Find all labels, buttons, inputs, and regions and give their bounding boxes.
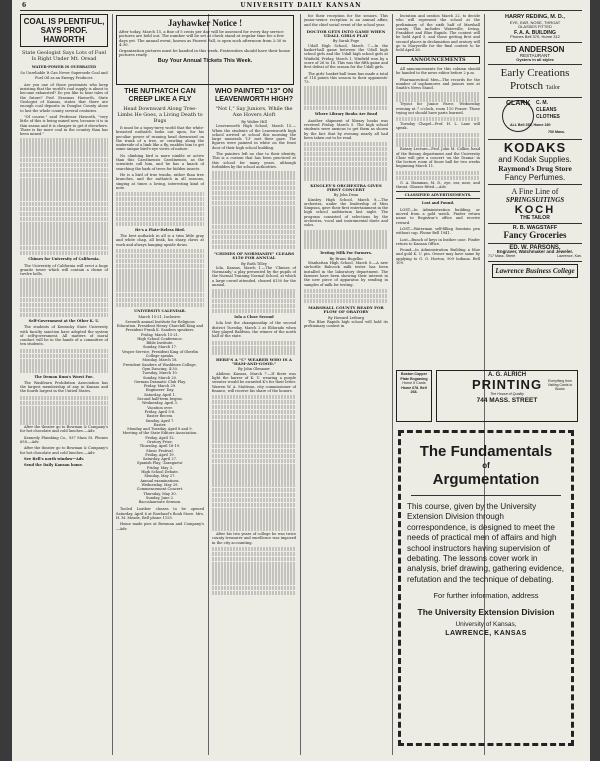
argumentation-univ: University of Kansas, xyxy=(455,621,517,629)
article-text: No climbing bird is more nimble or active than this Carolinensis Carolinensis, as the scientists call him, and he has a knack of searching the bark of trees for hidden insects. xyxy=(116,153,204,171)
column-6-ads xyxy=(488,14,582,384)
column-rule xyxy=(392,14,393,755)
article-text: All announcements for this column should be handed to the news editor before 2 p.m. xyxy=(396,66,480,76)
article-text: The best nuthatch in all is a trim little gray and white chap, all beak, his sharp claws at work and always hanging upside down. xyxy=(116,234,204,247)
calendar-entry: Friday, May 3. xyxy=(146,465,174,470)
calendar-entry: Friday, April 5-6. xyxy=(144,409,176,414)
coal-deck: So Unreliable It Can Never Supersede Coal and Fuel Oil as an Energy Producer. xyxy=(20,71,108,80)
article-heading: Self-Government at the Other K. U. xyxy=(28,318,100,323)
fine-line: A Fine Line of xyxy=(511,187,559,197)
calendar-entry: Baccalaureate Sermon. xyxy=(138,500,182,505)
calendar-entry: Meeting of the State Editors Association. xyxy=(122,431,198,436)
byline: By Ruth Tilley xyxy=(241,261,267,266)
small-ad: Send the Daily Kansan home. xyxy=(24,463,84,468)
jayhawker-body: After today, March 15, a fine of 5 cents per day will be assessed for every day service pictures are held out. The number will be set at check stand at regular time for a few days yet. The annual event, known as Fineest Fall, is open such afternoon from 2:30 to 4:30. xyxy=(119,29,287,48)
calendar-entry: Friday, April 12. xyxy=(145,435,175,440)
koch-tag: THE TAILOR xyxy=(520,215,550,222)
clark-l2: C. M. xyxy=(536,100,548,107)
alrich-name: A. G. ALRICH xyxy=(487,372,527,378)
byline: By Sarah Poge xyxy=(332,39,360,44)
column-rule xyxy=(300,14,301,755)
calendar-entry: Sunday, March 17. xyxy=(142,345,178,350)
article-text: Iola, Kansas, March 1.—The 'Chimes of Normandy,' a play presented by the pupils of the Normal Training Normal School, at which a large crowd attended, cleared $150 for the annual. xyxy=(212,265,296,287)
calendar-entry: Seventh annual Institute for Religious Education. President Henry Churchill King and President Frank K. Sanders speakers. xyxy=(116,319,204,333)
small-ad: After the theater go to Bowman & Company's for hot chocolate and cold lunches.—Adv. xyxy=(20,446,108,455)
protsch-name: Protsch xyxy=(510,80,543,93)
article-text: After his two years of college he was twice county treasurer and excellence was imposed in the city accounting. xyxy=(212,532,296,545)
small-ad: After the theater go to Bowman & Company's for hot chocolate and cold lunches.—Adv. xyxy=(20,425,108,434)
calendar-entry: Second half-term begins. xyxy=(137,397,183,402)
article-text: Tryout for Junior Farce, Wednesday evening at 7 o'clock, room 110 Fraser. Those trying out should have parts learned. xyxy=(396,102,480,115)
parsons-name: ED. W. PARSONS, xyxy=(509,244,561,251)
article-text: for their reception for the seniors. This junior-senior reception is an annual affair, and the chief social event of the school year. xyxy=(304,14,388,27)
calendar-entry: Oratory Prize. xyxy=(147,439,173,444)
coal-headline: COAL IS PLENTIFUL, SAYS PROF. HAWORTH xyxy=(23,17,105,44)
article-text: It must be a topsy-turvy world that the white-breasted nuthatch looks out upon, for his peculiar power of running head downward on the trunk of a tree, or crawling along the underside of a limb like a fly, enables him to get some unique bird's-eye views of nature. xyxy=(116,126,204,152)
nuthatch-headline: THE NUTHATCH CAN CREEP LIKE A FLY xyxy=(124,88,196,103)
koch: KOCH xyxy=(514,204,556,217)
article-heading: The Demon Rum's Worst Foe. xyxy=(34,374,94,379)
argumentation-org: The University Extension Division xyxy=(417,607,555,618)
calendar-entry: Saturday, April 27. xyxy=(142,457,178,462)
copper-plate-line: Home 678. Bell 268. xyxy=(401,385,427,394)
article-text: Pharmaceutical Men—The records for the number of sophomores and juniors now at Smith's News Stand. xyxy=(396,77,480,91)
calendar-entry: Tuesday, March 19. xyxy=(142,371,178,376)
article-heading: MARSHALL COUNTY READY FOR FLOW OF ORATORY xyxy=(308,305,384,315)
article-text: The girls' basket-ball team has made a total of 114 points this season to their opponents' 73. xyxy=(304,71,388,85)
calendar-entry: Vesper Service, President King of Oberlin College speaks. xyxy=(122,349,198,359)
article-heading: He's a Plate-Iteless Bird. xyxy=(134,227,186,232)
article-text: G. A. Hamman, M. D., eye, ear, nose, and throat. Glasses fitted.—Adv. xyxy=(396,180,480,189)
calendar-entry: Music Festival. xyxy=(146,448,174,453)
early-creations: Early Creations xyxy=(500,67,570,80)
calendar-entry: Saturday, April 1. xyxy=(144,392,176,397)
calendar-entry: Sunday, April 7. xyxy=(145,418,175,423)
anderson-restaurant: RESTAURANT xyxy=(519,52,551,58)
article-text: Leavenworth High School, March 15.—When the students of the Leavenworth high school arrived at school this morning the large numerals '13' met their gaze. The figures were painted in white on the front door of their high school building. xyxy=(212,124,296,150)
calendar-entry: Sunday, June 2. xyxy=(145,495,175,500)
faa-phones: Phones Bell 370, Home 312 xyxy=(510,34,560,40)
column-2 xyxy=(116,88,204,754)
article-heading: HERE'S A "C" WEARER WHO IS A "HAM-AND-GOOD." xyxy=(215,356,293,367)
spring-suitings: SPRINGSUITINGS xyxy=(505,196,565,205)
clark-l6: 700 Mass. xyxy=(548,130,565,135)
small-ad: See Bell's north window—Adv. xyxy=(24,456,85,461)
nuthatch-subhead: Head Downward Along Tree-Limbs He Goes, a Living Death to Bugs xyxy=(117,106,203,124)
calendar-entry: High School Conference. xyxy=(137,336,183,341)
masthead xyxy=(12,2,590,9)
calendar-entry: Annual examinations. xyxy=(140,478,180,483)
article-text: Another shipment of library books was received Friday, March 5. The high school students were anxious to get them as shown by the fact that by evening nearly all had been taken out to be read. xyxy=(304,118,388,140)
column-rule xyxy=(112,14,113,755)
anderson-name: ED ANDERSON xyxy=(505,44,565,54)
classified-item: LOST—In Administration building, or moved from a gold watch. Finder return name to Registrar's office and receive reward. xyxy=(396,207,480,225)
calendar-entry: Thursday, May 30. xyxy=(143,491,177,496)
small-ad: Kennedy Plumbing Co., 937 Mass St. Phones 658.—Adv. xyxy=(20,435,108,445)
alrich-tag: Everything from Visiting Cards to Books xyxy=(547,379,573,391)
calendar-entry: Monday, March 18. xyxy=(142,358,178,363)
small-ad: Tooled Leather classes to be opened Saturday, April 6 at Rowland's Book Store. Mrs. H. M. Meade, Bell phone 1155. xyxy=(116,507,204,521)
article-heading: Iola a Close Second xyxy=(234,315,274,320)
copper-plate-ad xyxy=(396,370,432,422)
jayhawker-cta: Buy Your Annual Tickets This Week. xyxy=(157,58,253,65)
calendar-entry: Friday, March 15-21. xyxy=(140,332,180,337)
article-text: leoration and oration March 22, to decide who will represent the school at the preliminary of the sixth half of Marshall county. This includes Waterville, Irving, Frankfort and Blue Rapids. The contest will be held April 5, and those getting first and second places in declamation and oratory will go to Marysville for the final contest to be held April 26. xyxy=(396,14,480,53)
kodaks: KODAKS xyxy=(503,140,567,156)
article-text: The Blue Rapids high school will hold its preliminary contest in xyxy=(304,319,388,329)
protsch-tailor xyxy=(488,80,582,95)
column-1 xyxy=(20,14,108,754)
article-text: Rotary Lecture—Prof. John M. Collier, head of the Botany department and the University Choir will give a concert 'on the Drama' in the lecture room of Snow hall for two weeks beginning March 11. xyxy=(396,147,480,169)
fancy-groceries: Fancy Groceries xyxy=(503,229,567,240)
article-text: Udall High School, March 7.—In the basket-ball game between the Udall high school girls and the Udall high school girls at Winfield, Friday, March 1, Winfield won by a score of 26 to 16. This was the fifth game and first defeat of the season for the Udall girls. xyxy=(304,43,388,70)
column-rule xyxy=(208,14,209,755)
calendar-entry: March 15-21, Inclusive. xyxy=(138,315,182,320)
painted-headline: WHO PAINTED "13" ON LEAVENWORTH HIGH? xyxy=(214,88,294,103)
article-heading: Testing Milk For Farmers. xyxy=(319,250,373,255)
alrich-word: PRINTING xyxy=(471,377,543,392)
article-heading: Chimes for University of California. xyxy=(28,257,100,262)
protsch-tag: Tailor xyxy=(545,85,560,92)
byline: By Howard Letburg xyxy=(327,315,365,320)
masthead-title: UNIVERSITY DAILY KANSAN xyxy=(240,2,362,9)
announcements-heading: ANNOUNCEMENTS xyxy=(396,56,480,64)
page-number: 6 xyxy=(22,2,28,9)
classified-item: Found—In Administration Building a blue and gold K. U. pin. Owner may have same by applying to G. O. Horton, 909 Indiana. Bell 109. xyxy=(396,248,480,265)
column-4 xyxy=(304,14,388,434)
article-text: Abilene, Kansas, March 7.—If there was light the barrer of K. U. wearing a purple sweater would be awarded K's for their letter. Warren W. A. Mattison, city commissioner of finance, will receive his share of the honors. xyxy=(212,371,296,393)
alrich-sub: The House of Quality xyxy=(490,392,524,396)
calendar-entry: Friday, March 29. xyxy=(143,384,177,389)
reding-line: GLASSES FITTED xyxy=(518,23,552,29)
clark-l5: ALL Bell 255, Home 180 xyxy=(510,123,551,128)
clark-l1: CLARK xyxy=(506,100,531,108)
argumentation-ad xyxy=(398,430,574,746)
fancy-perfumes: Fancy Perfumes. xyxy=(504,173,566,183)
article-text: Kinsley High School, March 8.—The orchestra, under the leadership of Miss Simpson, gave their first entertainment in the high school auditorium last night. The program consisted of selections by the orchestra, vocal and instrumental duets and solos. xyxy=(304,197,388,228)
calendar-list xyxy=(116,315,204,504)
article-text: "Of course," said Professor Haworth, "very little of this is being mined now, because it is in thin seams and it is cheaper to get it elsewhere. There is far more coal in the country than has been mined." xyxy=(20,114,108,137)
calendar-entry: Easter. xyxy=(153,422,167,427)
reding-line: EYE, EAR, NOSE, THROAT xyxy=(509,19,561,25)
calendar-entry: Bible Institute. xyxy=(146,341,174,346)
article-heading: KINGLEY'S ORCHESTRA GIVES FIRST CONCERT xyxy=(310,182,382,192)
calendar-heading: UNIVERSITY CALENDAR. xyxy=(134,309,186,314)
article-text: He is a bird of true trunks, rather than tree branches, and the nuthatch in all seasons, singing at times a loving, interesting kind of note. xyxy=(116,172,204,190)
argumentation-info: For further information, address xyxy=(433,591,539,601)
calendar-entry: Thursday, April 18-19. xyxy=(139,444,181,449)
calendar-entry: Engineers' Day. xyxy=(145,388,175,393)
calendar-entry: Wednesday, May 29. xyxy=(141,482,179,487)
calendar-entry: Friday, April 19. xyxy=(145,452,175,457)
copper-plate-line: Horne 5 Cards xyxy=(402,381,426,385)
wagstaff: R. B. WAGSTAFF xyxy=(512,224,558,231)
raymond-drug: Raymond's Drug Store xyxy=(498,164,572,174)
article-text: The students of Kentucky State University with faculty sanction have adopted the system of self-government. All matters of moral conduct will be in the hands of a committee of ten students. xyxy=(20,325,108,347)
calendar-entry: High School Debate. xyxy=(141,470,179,475)
article-heading: Where Library Books Are Read xyxy=(314,112,378,117)
small-ad: Home made pies at Bowman and Company's—Adv. xyxy=(116,522,204,531)
article-text: Manhattan High School, March 8.—A new six-bottle Babcock milk tester has been installed in the laboratory department. The farmers have been showing their interest in the new piece of apparatus by sending in samples of milk for testing. xyxy=(304,261,388,287)
calendar-entry: Wednesday, April 3. xyxy=(142,401,178,406)
argumentation-body: This course, given by the University Extension Division through correspondence, is designed to meet the needs of practical men of affairs and high school instructors having supervision of debating. The lessons cover work in analysis, brief drawing, gathering evidence, refutation and the technique of debating. xyxy=(407,502,565,584)
article-heading: "CHIMES OF NORMANDY" CLEARS $150 FOR ANNUAL xyxy=(213,250,295,261)
jayhawker-notice xyxy=(116,15,294,85)
masthead-rule xyxy=(20,10,582,11)
classified-item: LOST—Waterman self-filling fountain pen without cap. Phone Bell 1941. xyxy=(396,226,480,236)
clark-ad xyxy=(488,100,582,138)
argumentation-content xyxy=(407,443,565,638)
argumentation-of: of xyxy=(482,461,490,470)
jayhawker-note: Organization pictures must be handed in this week. Fraternities should have their house pictures ready. xyxy=(119,47,291,58)
calendar-entry: Monday, May 27. xyxy=(144,474,176,479)
classified-heading: CLASSIFIED ADVERTISEMENTS. xyxy=(396,191,480,199)
faa-building: F. A. A. BUILDING xyxy=(514,30,556,37)
calendar-entry: Vacation over. xyxy=(147,405,173,410)
parsons-city: Lawrence, Kan. xyxy=(557,254,582,259)
article-text: Iola lost the championship of the second district Tuesday, March 2 at Eldorado when they played Baldwin, the winner of the north half of the state. xyxy=(212,321,296,339)
article-text: The painters left no clue to their identity. This is a custom that has been practiced at this school for many years, although forbidden by the school authorities. xyxy=(212,152,296,169)
business-college-ad: Lawrence Business College xyxy=(492,264,578,278)
alrich-address: 744 MASS. STREET xyxy=(476,397,538,404)
byline: By John Glennaer xyxy=(238,367,270,372)
calendar-entry: Spanish Play, 'Zaragueta' xyxy=(136,461,184,466)
argumentation-title2: Argumentation xyxy=(432,471,540,488)
calendar-entry: Easter Recess. xyxy=(146,414,174,419)
byline: By Walter Hill xyxy=(241,120,267,124)
article-text: Are you one of those pessimists who keep insisting that the world's coal supply is about to become exhausted? Do you like to hear tales of the future? Prof. Erasmus Haworth, State Geologist of Kansas, states that there are enough coal deposits in Douglas County alone to last the whole county several centuries. xyxy=(20,82,108,113)
clark-l4: CLOTHES xyxy=(536,114,560,121)
coal-kicker: WATER-POWER IS OVERRATED xyxy=(31,65,97,69)
kodak-supplies: and Kodak Supplies. xyxy=(498,155,572,165)
calendar-entry: President Sanders of Washburn College. xyxy=(123,362,197,367)
reding-name: HARRY REDING, M. D., xyxy=(505,14,565,20)
article-text: The University of California will erect a huge granite tower which will contain a chime of twelve bells. xyxy=(20,263,108,277)
newspaper-page xyxy=(12,0,590,761)
article-text: Tuesday Chapel—Prof. H. L. Lane will speak. xyxy=(396,122,480,131)
parsons-street: 717 Mass. Street xyxy=(488,254,516,259)
clark-l3: CLEANS xyxy=(536,107,557,114)
byline: By Bruno Bugelko xyxy=(329,256,363,261)
byline: By John Dean xyxy=(333,193,359,198)
argumentation-title1: The Fundamentals xyxy=(419,443,553,460)
classified-item: Lost—Bunch of keys in leather case. Finder return to Kansan Office. xyxy=(396,237,480,246)
parsons-tag: Engraver, Watchmaker and Jeweler. xyxy=(496,249,574,255)
calendar-entry: Commencement Concert. xyxy=(136,487,184,492)
jayhawker-title: Jayhawker Notice ! xyxy=(167,18,243,28)
column-3 xyxy=(212,88,296,754)
coal-subhead: State Geologist Says Lots of Fuel Is Right Under Mt. Oread xyxy=(21,50,107,62)
coal-headline-box xyxy=(20,14,108,47)
painted-subhead: "Not I," Say Juniors, While the Axe Hovers Aloft xyxy=(215,106,293,118)
article-heading: DOCTOR GETS INTO GAME WHEN UDALL GIRLS PLAY xyxy=(306,28,386,39)
parsons-address xyxy=(488,254,582,258)
calendar-entry: Monday and Tuesday, April 8 and 9. xyxy=(127,427,193,432)
calendar-entry: German Dramatic Club Play. xyxy=(134,379,186,384)
argumentation-city: LAWRENCE, KANSAS xyxy=(445,630,527,638)
calendar-entry: Gym Dancing, 4:30. xyxy=(141,366,179,371)
article-text: The Washburn Prohibition Association has the largest membership of any in Kansas and the fourth largest in the United States. xyxy=(20,380,108,394)
calendar-entry: Sunday, March 20. xyxy=(142,375,178,380)
lost-found-heading: Lost and Found. xyxy=(421,201,455,206)
copper-plate-line: Boston Copper Plate Engraving xyxy=(400,372,428,381)
anderson-oysters: Oysters in all styles xyxy=(516,56,554,62)
